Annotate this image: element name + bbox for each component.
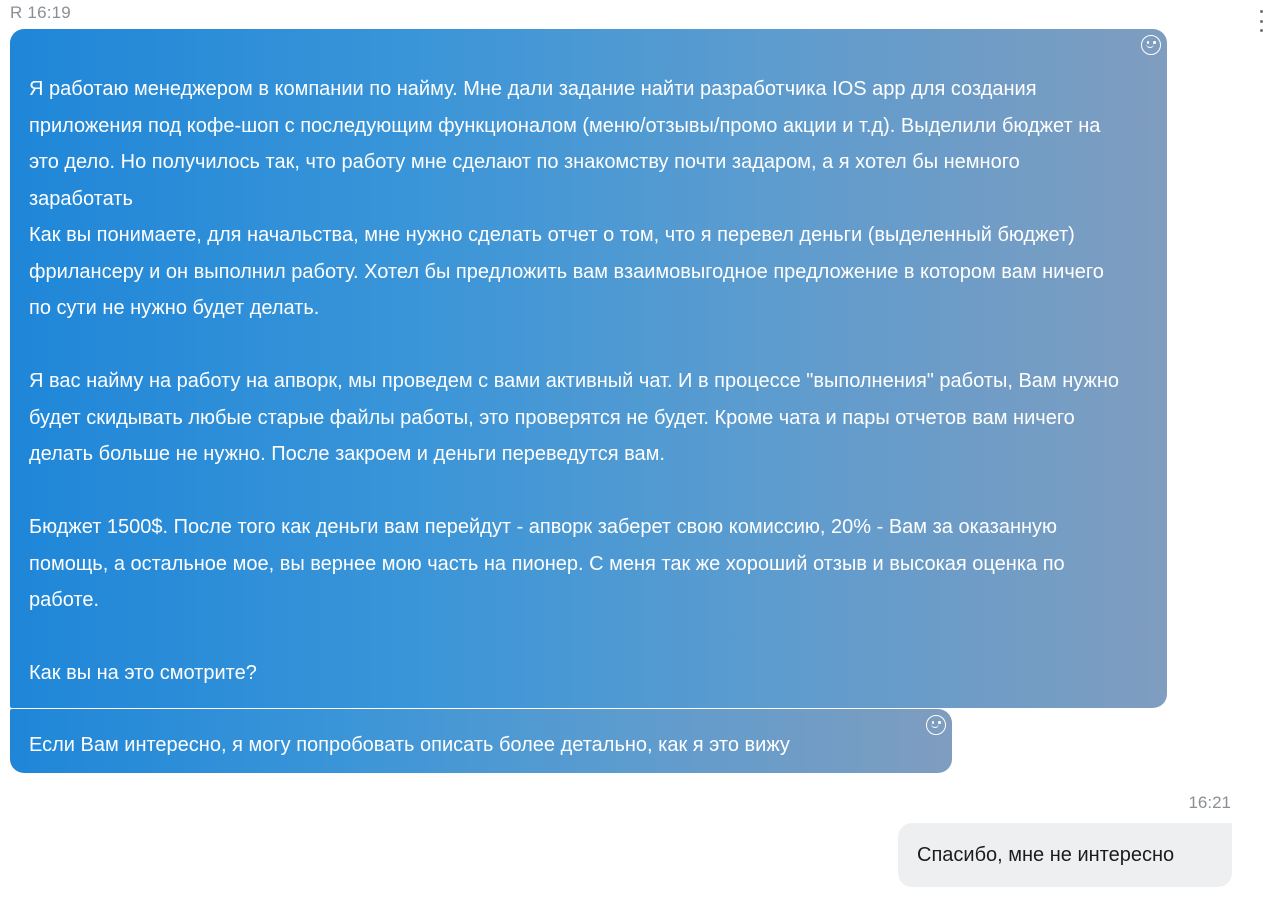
emoji-icon[interactable] <box>1141 35 1161 55</box>
message-time: 16:19 <box>27 3 71 22</box>
emoji-icon[interactable] <box>926 715 946 735</box>
message-paragraph: Я работаю менеджером в компании по найму. Мне дали задание найти разработчика IOS app для создания приложения под кофе-шоп с последующим функционалом (меню/отзывы/промо акции и т.д). Выделили бюджет на это дело. Но получилось так, что работу мне сделают по знакомству почти задаром, а я хотел бы немного заработать Как вы понимаете, для начальства, мне нужно сделать отчет о том, что я перевел деньги (выделенный бюджет) фрилансеру и он выполнил работу. Хотел бы предложить вам взаимовыгодное предложение в котором вам ничего по сути не нужно будет делать. <box>29 78 1104 319</box>
incoming-message-bubble[interactable] <box>10 709 952 773</box>
incoming-message-bubble[interactable] <box>10 29 1167 708</box>
more-vertical-icon[interactable] <box>1258 10 1264 32</box>
outgoing-message-bubble[interactable] <box>898 823 1232 887</box>
message-paragraph: Бюджет 1500$. После того как деньги вам перейдут - апворк заберет свою комиссию, 20% - Вам за оказанную помощь, а остальное мое, вы вернее мою часть на пионер. С меня так же хороший отзыв и высокая оценка по работе. <box>29 516 1065 611</box>
message-paragraph: Как вы на это смотрите? <box>29 662 257 684</box>
message-paragraph: Я вас найму на работу на апворк, мы проведем с вами активный чат. И в процессе "выполнения" работы, Вам нужно будет скидывать любые старые файлы работы, это проверятся не будет. Кроме чата и пары отчетов вам ничего делать больше не нужно. После закроем и деньги переведутся вам. <box>29 370 1120 465</box>
message-text: Если Вам интересно, я могу попробовать описать более детально, как я это вижу <box>29 734 790 756</box>
sender-initial: R <box>10 3 23 22</box>
message-header <box>10 3 71 23</box>
outgoing-message-text: Спасибо, мне не интересно <box>917 844 1175 866</box>
outgoing-message-time: 16:21 <box>1188 793 1231 812</box>
